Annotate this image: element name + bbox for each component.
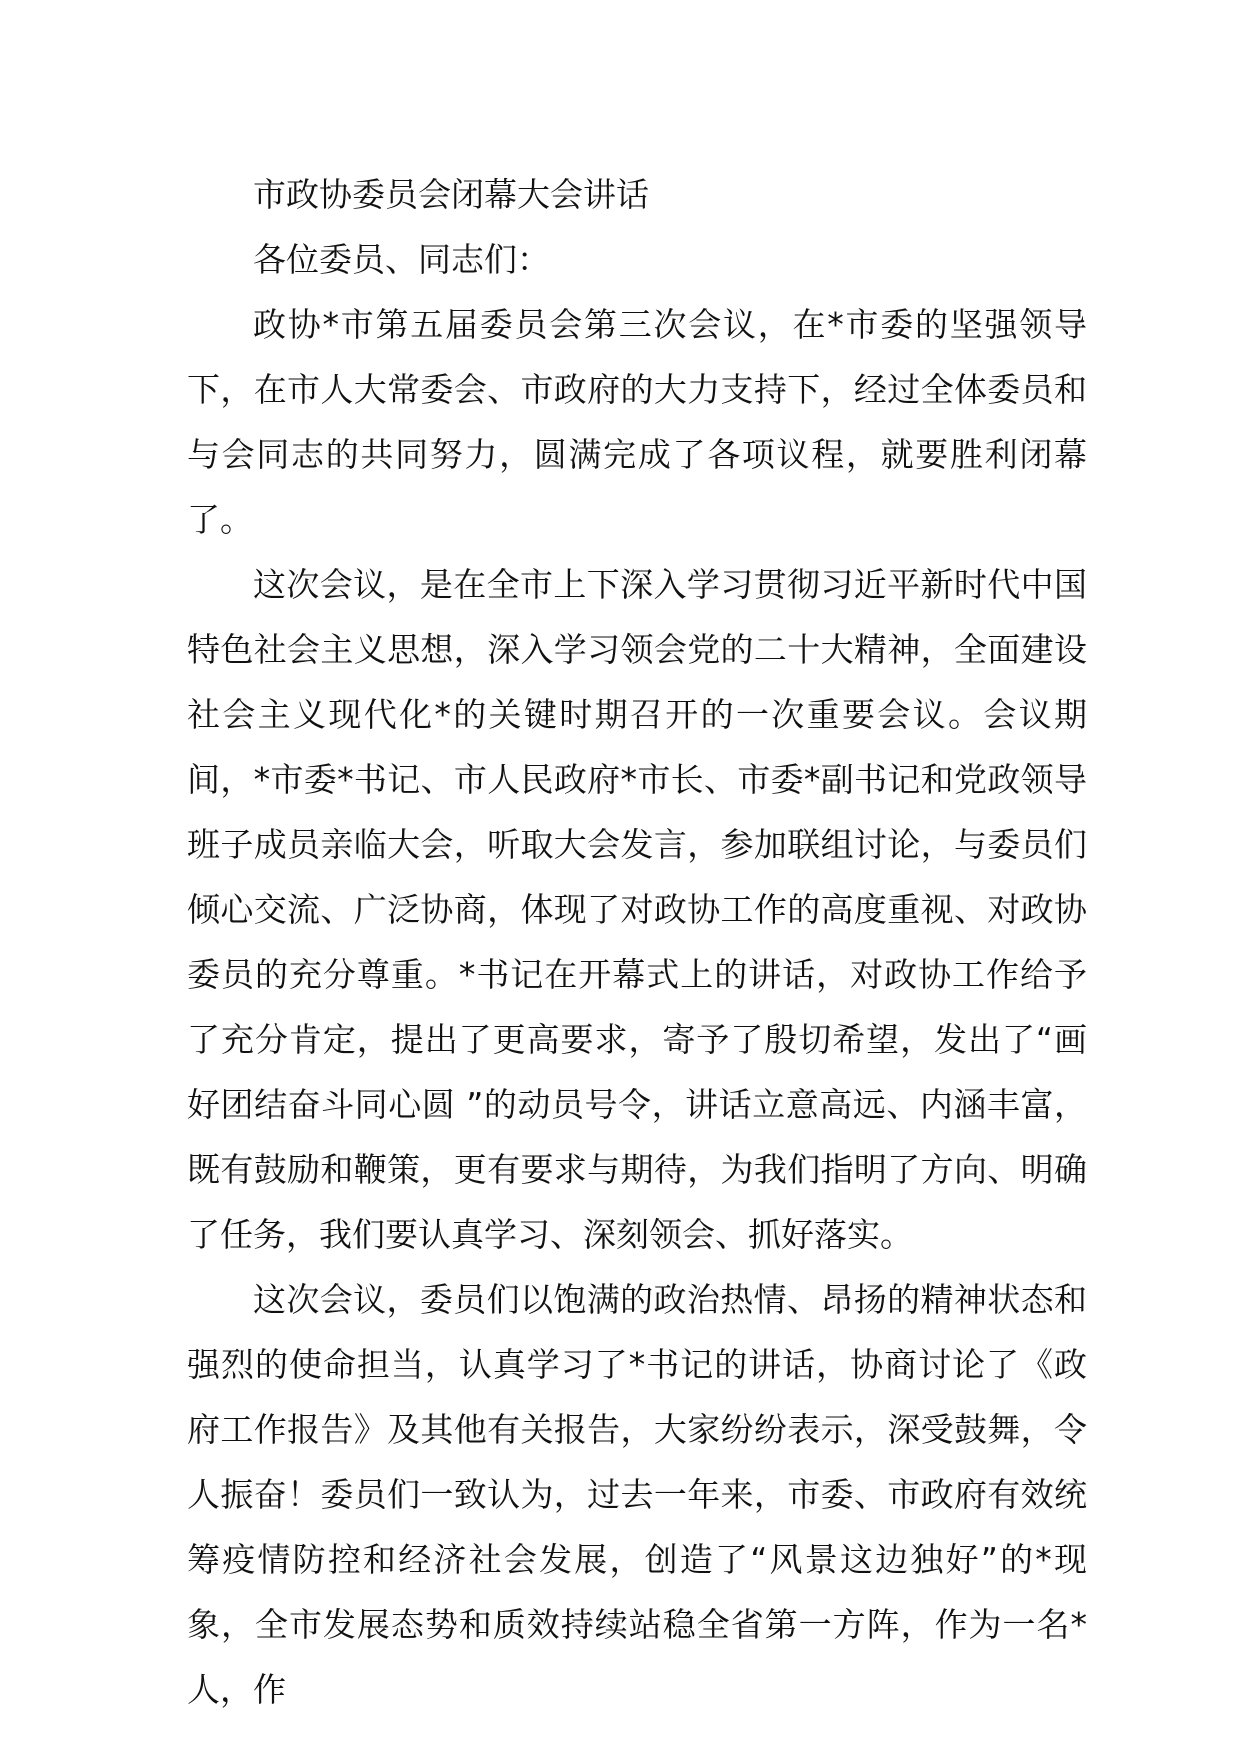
paragraph-2: 这次会议，是在全市上下深入学习贯彻习近平新时代中国特色社会主义思想，深入学习领会党的二十大精神，全面建设社会主义现代化*的关键时期召开的一次重要会议。会议期间，*市委*书记、市人民政府*市长、市委*副书记和党政领导班子成员亲临大会，听取大会发言，参加联组讨论，与委员们倾心交流、广泛协商，体现了对政协工作的高度重视、对政协委员的充分尊重。*书记在开幕式上的讲话，对政协工作给予了充分肯定，提出了更高要求，寄予了殷切希望，发出了“画好团结奋斗同心圆 ”的动员号令，讲话立意高远、内涵丰富，既有鼓励和鞭策，更有要求与期待，为我们指明了方向、明确了任务，我们要认真学习、深刻领会、抓好落实。: [187, 565, 1087, 1254]
paragraph-1: 政协*市第五届委员会第三次会议，在*市委的坚强领导下，在市人大常委会、市政府的大力支持下，经过全体委员和与会同志的共同努力，圆满完成了各项议程，就要胜利闭幕了。: [187, 305, 1087, 539]
document-body: [187, 162, 1087, 1722]
salutation: 各位委员、同志们：: [253, 240, 550, 279]
document-title: 市政协委员会闭幕大会讲话: [253, 175, 649, 214]
paragraph-3: 这次会议，委员们以饱满的政治热情、昂扬的精神状态和强烈的使命担当，认真学习了*书记的讲话，协商讨论了《政府工作报告》及其他有关报告，大家纷纷表示，深受鼓舞，令人振奋！委员们一致认为，过去一年来，市委、市政府有效统筹疫情防控和经济社会发展，创造了“风景这边独好”的*现象，全市发展态势和质效持续站稳全省第一方阵，作为一名*人，作: [187, 1280, 1087, 1709]
